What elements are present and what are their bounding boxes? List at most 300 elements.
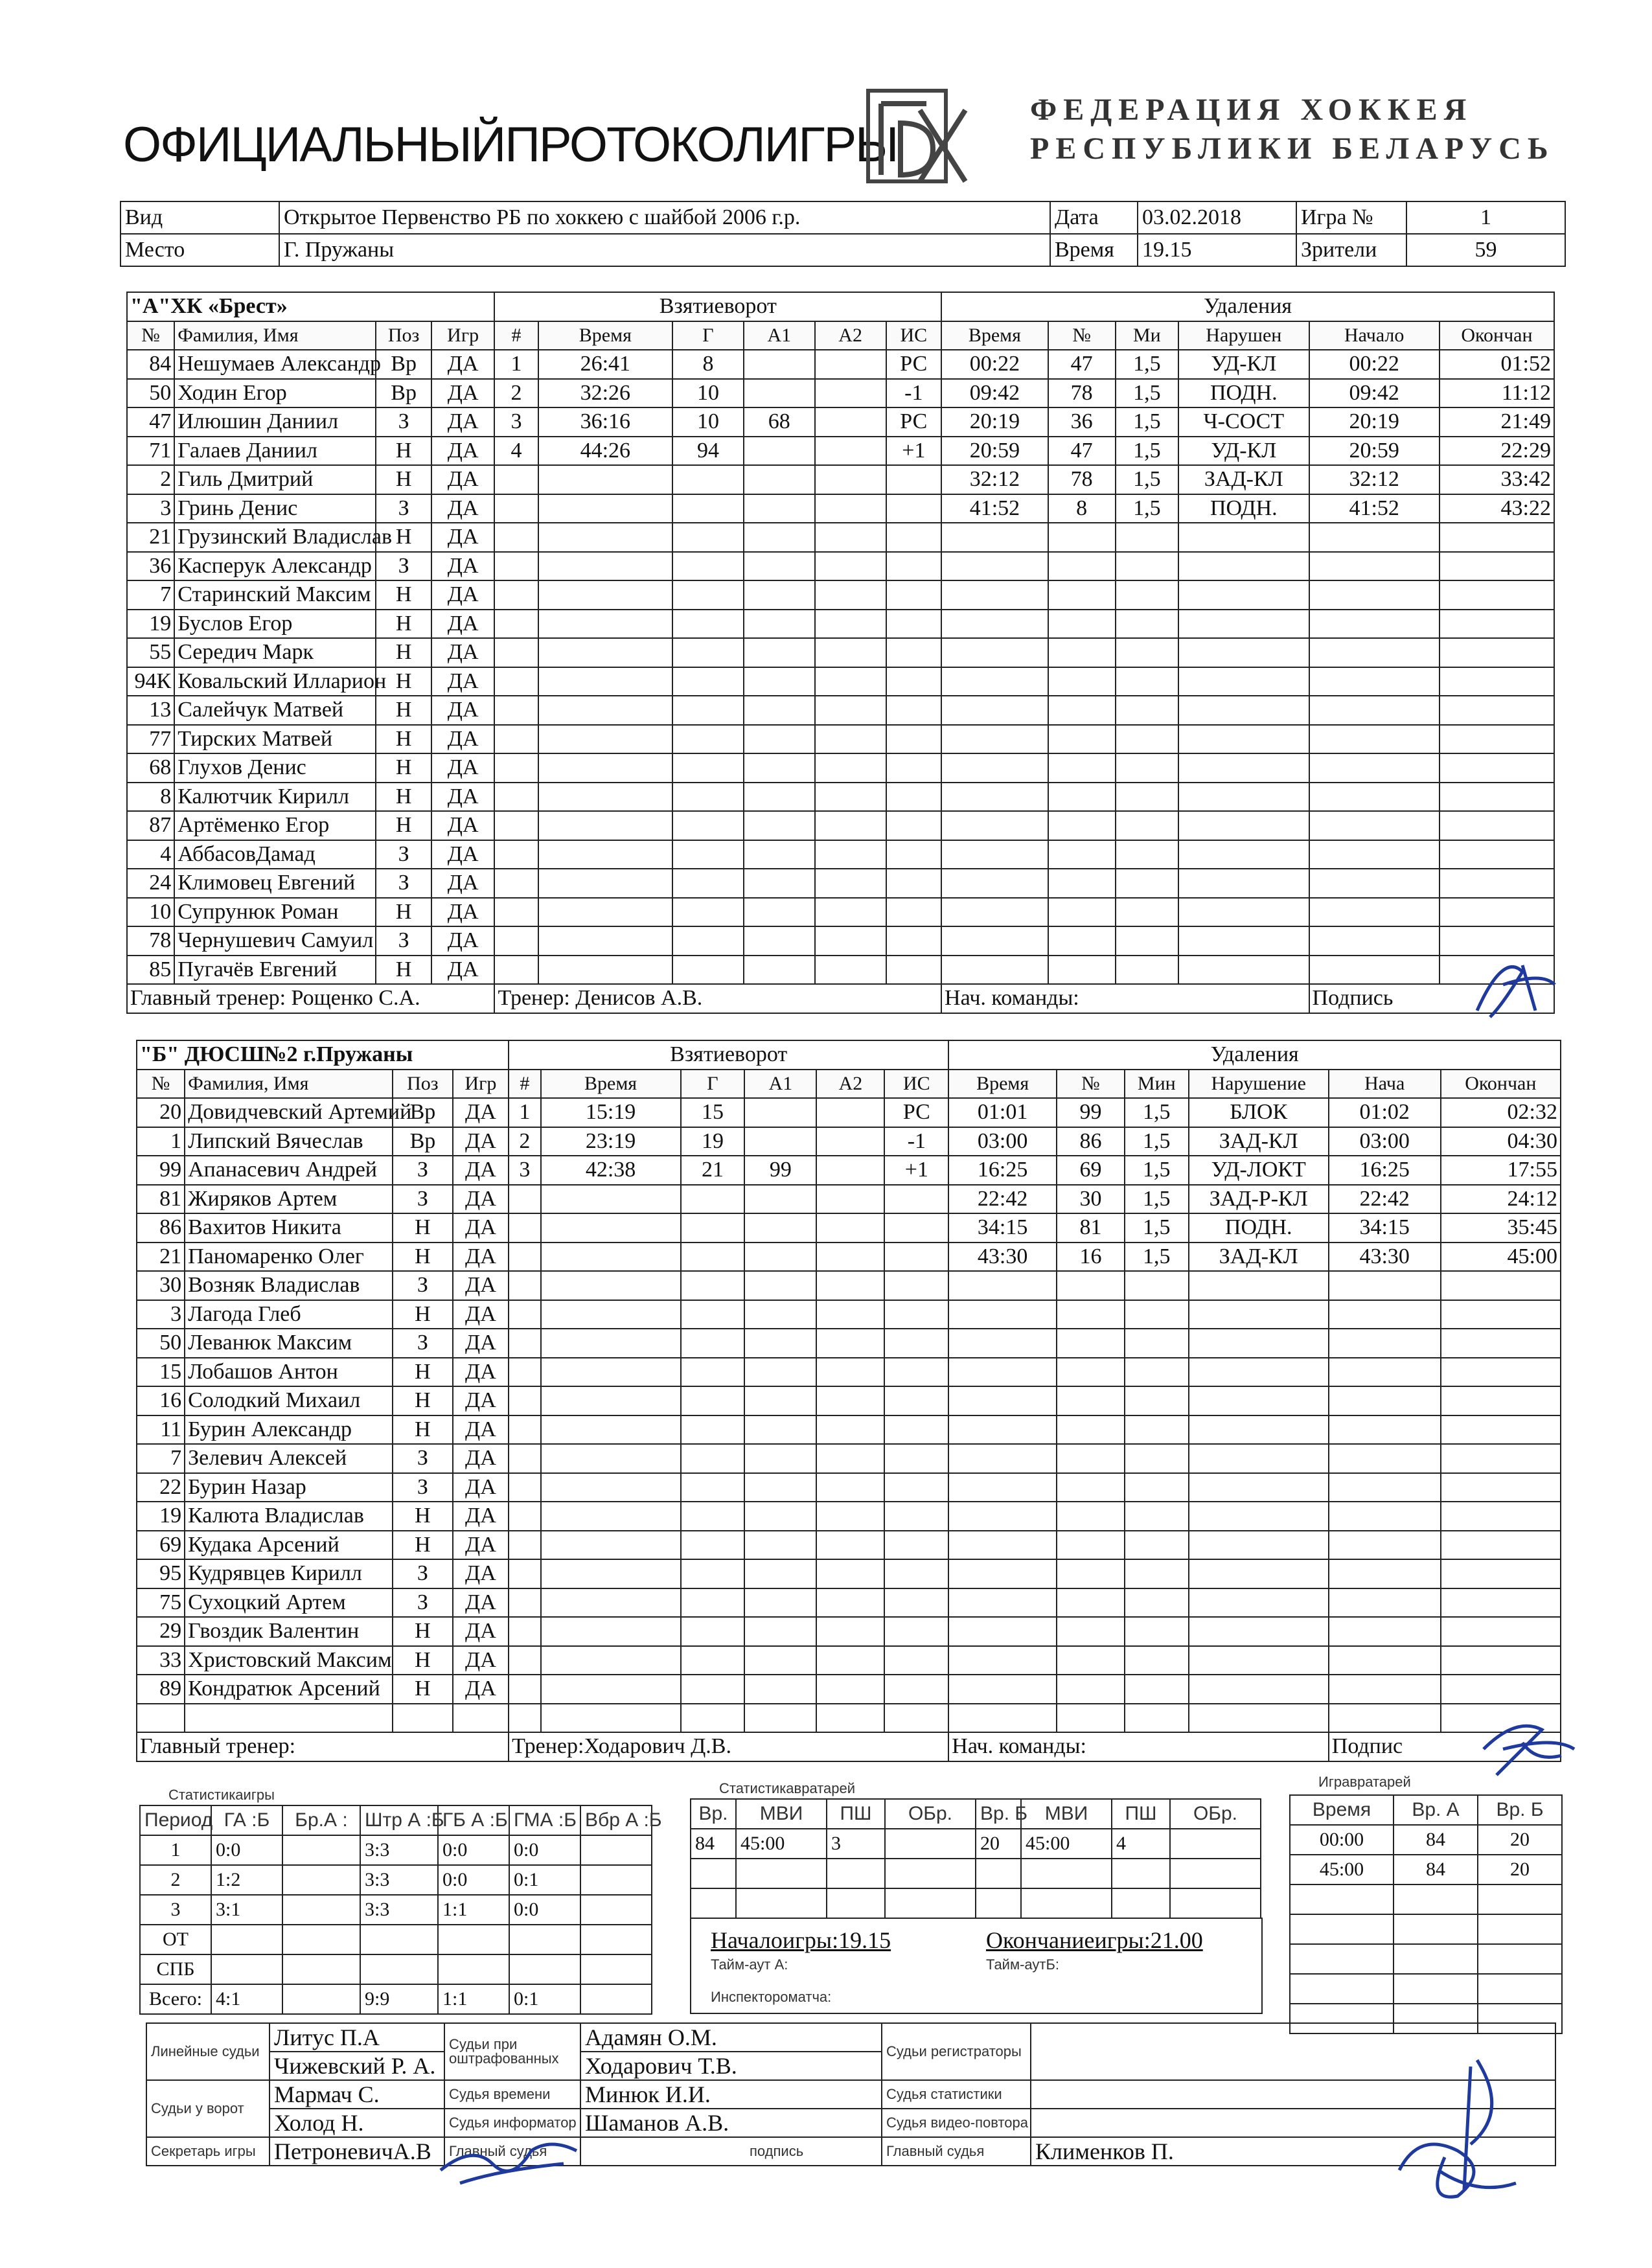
goal-assist-1 bbox=[744, 1617, 816, 1646]
penalty-minutes: 1,5 bbox=[1116, 494, 1179, 523]
penalty-player bbox=[1048, 523, 1116, 552]
penalty-minutes bbox=[1116, 753, 1179, 783]
column-header: Фамилия, Имя bbox=[185, 1070, 393, 1099]
penalty-start bbox=[1309, 696, 1440, 725]
table-row bbox=[127, 753, 1554, 783]
main-judge2-label: Главный судья bbox=[882, 2137, 1031, 2166]
penalty-infraction bbox=[1189, 1559, 1329, 1588]
penalty-time bbox=[941, 811, 1048, 840]
player-position: Н bbox=[376, 667, 431, 696]
penalty-start: 09:42 bbox=[1309, 379, 1440, 408]
player-number: 33 bbox=[137, 1646, 185, 1675]
goal-scorer bbox=[672, 638, 744, 667]
table-row bbox=[1290, 1974, 1562, 2004]
penalty-player: 30 bbox=[1057, 1185, 1125, 1214]
goal-number bbox=[509, 1675, 540, 1704]
goal-assist-2 bbox=[815, 926, 886, 956]
player-plays: ДА bbox=[431, 379, 495, 408]
goal-scorer bbox=[672, 753, 744, 783]
stat-cell bbox=[438, 1925, 509, 1954]
player-position: З bbox=[376, 494, 431, 523]
penalty-start bbox=[1329, 1329, 1441, 1358]
player-plays: ДА bbox=[453, 1646, 509, 1675]
penalty-time: 03:00 bbox=[948, 1127, 1057, 1156]
penalty-time bbox=[948, 1329, 1057, 1358]
penalty-player: 99 bbox=[1057, 1098, 1125, 1127]
column-header: Игр bbox=[453, 1070, 509, 1099]
goal-scorer bbox=[672, 725, 744, 754]
penalty-end bbox=[1441, 1386, 1561, 1415]
player-name: Артёменко Егор bbox=[174, 811, 376, 840]
empty-cell bbox=[1170, 1888, 1261, 1918]
penalty-player: 69 bbox=[1057, 1156, 1125, 1185]
goal-scorer bbox=[672, 465, 744, 494]
penalty-start bbox=[1309, 552, 1440, 581]
goal-situation bbox=[884, 1358, 948, 1387]
goal-time bbox=[538, 811, 672, 840]
penalty-end bbox=[1440, 840, 1554, 869]
table-row bbox=[1290, 1884, 1562, 1914]
player-name bbox=[185, 1704, 393, 1733]
stat-cell bbox=[580, 1984, 652, 2014]
player-name: Ходин Егор bbox=[174, 379, 376, 408]
penalty-time: 43:30 bbox=[948, 1243, 1057, 1272]
goal-scorer bbox=[681, 1531, 745, 1560]
penalty-player bbox=[1048, 725, 1116, 754]
stat-cell: 3:3 bbox=[360, 1895, 438, 1925]
goal-assist-1 bbox=[744, 898, 815, 927]
goal-assist-2 bbox=[815, 407, 886, 437]
stat-cell bbox=[211, 1925, 282, 1954]
stat-cell bbox=[580, 1835, 652, 1865]
goal-assist-2 bbox=[816, 1415, 884, 1445]
player-plays: ДА bbox=[453, 1271, 509, 1300]
penalty-player bbox=[1048, 956, 1116, 985]
goal-scorer bbox=[681, 1646, 745, 1675]
penalty-start: 32:12 bbox=[1309, 465, 1440, 494]
goal-assist-2 bbox=[816, 1213, 884, 1243]
penalty-time bbox=[941, 783, 1048, 812]
goal-time bbox=[538, 523, 672, 552]
penalty-infraction bbox=[1178, 898, 1309, 927]
goalie-play-cell: 84 bbox=[1394, 1825, 1478, 1855]
goal-number bbox=[494, 580, 538, 610]
goal-number bbox=[509, 1502, 540, 1531]
player-number: 29 bbox=[137, 1617, 185, 1646]
goal-number bbox=[509, 1415, 540, 1445]
goal-assist-1 bbox=[744, 1386, 816, 1415]
penalty-player: 36 bbox=[1048, 407, 1116, 437]
goal-assist-2 bbox=[815, 840, 886, 869]
table-row bbox=[127, 725, 1554, 754]
penalty-start: 34:15 bbox=[1329, 1213, 1441, 1243]
penalty-time bbox=[941, 638, 1048, 667]
column-header: А2 bbox=[816, 1070, 884, 1099]
team-b-roster-table bbox=[136, 1040, 1561, 1762]
player-position: Н bbox=[393, 1415, 453, 1445]
goal-number bbox=[494, 494, 538, 523]
player-position: Н bbox=[376, 465, 431, 494]
player-name: Климовец Евгений bbox=[174, 869, 376, 898]
player-name: Апанасевич Андрей bbox=[185, 1156, 393, 1185]
penalty-start bbox=[1329, 1358, 1441, 1387]
table-row bbox=[137, 1098, 1561, 1127]
coach: Тренер:Ходарович Д.В. bbox=[509, 1732, 948, 1761]
penalty-time bbox=[941, 580, 1048, 610]
goal-time bbox=[541, 1358, 681, 1387]
penalty-time bbox=[948, 1675, 1057, 1704]
table-row bbox=[691, 1829, 1261, 1859]
captain-label: Нач. команды: bbox=[941, 984, 1309, 1013]
goal-situation: -1 bbox=[886, 379, 942, 408]
penalty-start bbox=[1329, 1646, 1441, 1675]
goal-assist-2 bbox=[816, 1185, 884, 1214]
penalty-minutes bbox=[1116, 725, 1179, 754]
table-row bbox=[1290, 1914, 1562, 1944]
player-position: З bbox=[393, 1444, 453, 1473]
player-position: Н bbox=[393, 1646, 453, 1675]
goal-time bbox=[541, 1329, 681, 1358]
penalty-time bbox=[941, 840, 1048, 869]
player-position: З bbox=[376, 840, 431, 869]
penalty-player bbox=[1057, 1386, 1125, 1415]
table-row bbox=[127, 638, 1554, 667]
table-row bbox=[127, 350, 1554, 379]
penalty-minutes: 1,5 bbox=[1125, 1185, 1189, 1214]
stat-cell: 9:9 bbox=[360, 1984, 438, 2014]
player-name: Бурин Назар bbox=[185, 1473, 393, 1502]
penalty-time bbox=[941, 956, 1048, 985]
goalie-play-cell bbox=[1394, 1884, 1478, 1914]
penalty-end bbox=[1441, 1588, 1561, 1618]
goal-time bbox=[538, 580, 672, 610]
penalty-time bbox=[941, 725, 1048, 754]
player-plays: ДА bbox=[431, 610, 495, 639]
goal-assist-1 bbox=[744, 1502, 816, 1531]
game-stats-title: Статистикаигры bbox=[168, 1787, 275, 1803]
penalty-time: 20:59 bbox=[941, 437, 1048, 466]
table-row bbox=[127, 898, 1554, 927]
penalty-infraction bbox=[1178, 552, 1309, 581]
player-position: Н bbox=[376, 696, 431, 725]
goal-situation bbox=[886, 898, 942, 927]
goal-assist-1 bbox=[744, 926, 815, 956]
penalty-infraction bbox=[1178, 869, 1309, 898]
penalty-start: 00:22 bbox=[1309, 350, 1440, 379]
signature-b bbox=[1471, 1710, 1587, 1788]
penalty-time bbox=[941, 552, 1048, 581]
goal-scorer: 8 bbox=[672, 350, 744, 379]
penalty-minutes bbox=[1125, 1704, 1189, 1733]
goal-time bbox=[541, 1502, 681, 1531]
federation-line-2: РЕСПУБЛИКИ БЕЛАРУСЬ bbox=[1030, 132, 1555, 166]
goal-number bbox=[494, 465, 538, 494]
penalty-minutes bbox=[1125, 1617, 1189, 1646]
player-number: 3 bbox=[127, 494, 174, 523]
timekeeper-value: Минюк И.И. bbox=[580, 2080, 882, 2109]
goal-assist-2 bbox=[815, 898, 886, 927]
penalty-minutes bbox=[1116, 667, 1179, 696]
empty-cell bbox=[827, 1859, 885, 1888]
column-header: Поз bbox=[393, 1070, 453, 1099]
goal-assist-2 bbox=[815, 437, 886, 466]
team-a-roster-table bbox=[126, 292, 1555, 1014]
player-position: Н bbox=[393, 1243, 453, 1272]
penalty-minutes bbox=[1116, 926, 1179, 956]
empty-cell bbox=[885, 1888, 976, 1918]
goal-time bbox=[541, 1271, 681, 1300]
column-header: ПШ bbox=[827, 1799, 885, 1829]
goal-time bbox=[538, 667, 672, 696]
goal-situation bbox=[884, 1646, 948, 1675]
goal-assist-2 bbox=[816, 1329, 884, 1358]
penalty-minutes bbox=[1125, 1415, 1189, 1445]
goalie-stat-cell: 45:00 bbox=[736, 1829, 827, 1859]
penalty-time bbox=[948, 1588, 1057, 1618]
goal-assist-1 bbox=[744, 638, 815, 667]
player-position: Н bbox=[393, 1675, 453, 1704]
period-label: Всего: bbox=[140, 1984, 211, 2014]
penalty-player bbox=[1048, 610, 1116, 639]
table-row bbox=[137, 1444, 1561, 1473]
goal-scorer bbox=[681, 1617, 745, 1646]
penalty-time bbox=[948, 1646, 1057, 1675]
goalie-play-cell bbox=[1478, 1974, 1562, 2004]
goal-situation bbox=[884, 1531, 948, 1560]
goal-situation bbox=[886, 465, 942, 494]
goal-time bbox=[541, 1386, 681, 1415]
goal-assist-1 bbox=[744, 350, 815, 379]
goal-number bbox=[494, 696, 538, 725]
column-header: № bbox=[137, 1070, 185, 1099]
player-position: Н bbox=[376, 610, 431, 639]
penalty-player bbox=[1057, 1588, 1125, 1618]
goal-assist-1 bbox=[744, 840, 815, 869]
stat-cell: 0:1 bbox=[509, 1984, 580, 2014]
goal-situation: РС bbox=[886, 407, 942, 437]
player-name: Паномаренко Олег bbox=[185, 1243, 393, 1272]
stat-cell: 0:0 bbox=[438, 1865, 509, 1895]
goal-number bbox=[494, 753, 538, 783]
goalie-play-cell bbox=[1290, 1944, 1394, 1974]
goal-situation bbox=[886, 811, 942, 840]
column-header: № bbox=[127, 321, 174, 350]
game-start: Началоигры:19.15 bbox=[711, 1927, 891, 1953]
column-header: ПШ bbox=[1112, 1799, 1170, 1829]
goal-scorer bbox=[672, 552, 744, 581]
penalties-title: Удаления bbox=[948, 1040, 1561, 1070]
goal-situation bbox=[884, 1329, 948, 1358]
goal-assist-2 bbox=[815, 869, 886, 898]
penalty-infraction bbox=[1178, 725, 1309, 754]
penalty-end bbox=[1441, 1444, 1561, 1473]
table-row bbox=[137, 1473, 1561, 1502]
goal-number bbox=[509, 1444, 540, 1473]
penalty-end bbox=[1441, 1358, 1561, 1387]
info-judge-value: Шаманов А.В. bbox=[580, 2109, 882, 2137]
team-name: "Б" ДЮСШ№2 г.Пружаны bbox=[137, 1040, 509, 1070]
penalty-time: 16:25 bbox=[948, 1156, 1057, 1185]
column-header: # bbox=[494, 321, 538, 350]
goal-assist-1 bbox=[744, 1675, 816, 1704]
penalty-minutes bbox=[1116, 783, 1179, 812]
penalty-minutes bbox=[1116, 869, 1179, 898]
penalty-end bbox=[1441, 1473, 1561, 1502]
player-name: АббасовДамад bbox=[174, 840, 376, 869]
stat-cell bbox=[580, 1865, 652, 1895]
goal-situation bbox=[886, 753, 942, 783]
penalty-minutes: 1,5 bbox=[1125, 1156, 1189, 1185]
table-row bbox=[137, 1617, 1561, 1646]
empty-cell bbox=[1170, 1859, 1261, 1888]
stat-cell bbox=[580, 1954, 652, 1984]
column-header: ГМА :Б bbox=[509, 1805, 580, 1835]
stat-cell bbox=[282, 1865, 360, 1895]
penalty-player bbox=[1057, 1531, 1125, 1560]
goal-assist-2 bbox=[816, 1646, 884, 1675]
column-header: Штр А :Б bbox=[360, 1805, 438, 1835]
period-label: ОТ bbox=[140, 1925, 211, 1954]
penalty-end bbox=[1440, 725, 1554, 754]
penalty-end bbox=[1440, 869, 1554, 898]
goal-time: 15:19 bbox=[541, 1098, 681, 1127]
goal-time: 44:26 bbox=[538, 437, 672, 466]
penalty-time bbox=[948, 1617, 1057, 1646]
goal-scorer: 10 bbox=[672, 379, 744, 408]
player-plays: ДА bbox=[431, 494, 495, 523]
player-position bbox=[393, 1704, 453, 1733]
penalty-time bbox=[948, 1704, 1057, 1733]
penalty-end: 01:52 bbox=[1440, 350, 1554, 379]
goal-time bbox=[541, 1185, 681, 1214]
player-name: Солодкий Михаил bbox=[185, 1386, 393, 1415]
player-position: Н bbox=[393, 1531, 453, 1560]
penalty-start bbox=[1309, 840, 1440, 869]
player-position: Н bbox=[393, 1386, 453, 1415]
penalty-player bbox=[1048, 552, 1116, 581]
time-value: 19.15 bbox=[1138, 234, 1296, 266]
goal-number bbox=[509, 1243, 540, 1272]
player-position: Н bbox=[393, 1358, 453, 1387]
federation-name bbox=[1030, 91, 1555, 168]
column-header: Вр. А bbox=[1394, 1795, 1478, 1825]
player-plays bbox=[453, 1704, 509, 1733]
penalty-time bbox=[948, 1502, 1057, 1531]
table-row bbox=[140, 1954, 652, 1984]
goal-situation: РС bbox=[884, 1098, 948, 1127]
table-row bbox=[137, 1358, 1561, 1387]
table-row bbox=[127, 926, 1554, 956]
goal-assist-2 bbox=[815, 350, 886, 379]
penalty-minutes bbox=[1125, 1329, 1189, 1358]
goal-scorer bbox=[672, 610, 744, 639]
column-header: ОБр. bbox=[885, 1799, 976, 1829]
penalty-minutes bbox=[1125, 1675, 1189, 1704]
penalty-infraction: УД-КЛ bbox=[1178, 437, 1309, 466]
goal-number bbox=[509, 1559, 540, 1588]
player-plays: ДА bbox=[431, 869, 495, 898]
player-position: Вр bbox=[376, 350, 431, 379]
goal-assist-2 bbox=[815, 667, 886, 696]
player-number: 8 bbox=[127, 783, 174, 812]
period-label: 3 bbox=[140, 1895, 211, 1925]
linesman-1: Литус П.А bbox=[270, 2023, 444, 2052]
goal-time bbox=[538, 465, 672, 494]
stat-cell bbox=[282, 1984, 360, 2014]
player-plays: ДА bbox=[453, 1300, 509, 1329]
penalty-end bbox=[1440, 610, 1554, 639]
goal-situation bbox=[884, 1617, 948, 1646]
column-header: Вр. bbox=[691, 1799, 736, 1829]
goalie-play-cell: 84 bbox=[1394, 1855, 1478, 1884]
column-header: Время bbox=[538, 321, 672, 350]
penalty-start bbox=[1329, 1386, 1441, 1415]
goalie-play-cell bbox=[1478, 1944, 1562, 1974]
player-name: Кондратюк Арсений bbox=[185, 1675, 393, 1704]
player-name: Зелевич Алексей bbox=[185, 1444, 393, 1473]
vid-value: Открытое Первенство РБ по хоккею с шайбой 2006 г.р. bbox=[279, 201, 1050, 234]
table-row bbox=[137, 1386, 1561, 1415]
column-header: МВИ bbox=[1021, 1799, 1112, 1829]
player-position: Н bbox=[376, 523, 431, 552]
penalty-end: 24:12 bbox=[1441, 1185, 1561, 1214]
player-name: Супрунюк Роман bbox=[174, 898, 376, 927]
penalty-infraction bbox=[1189, 1271, 1329, 1300]
empty-cell bbox=[736, 1888, 827, 1918]
player-plays: ДА bbox=[431, 725, 495, 754]
goalie-play-cell: 00:00 bbox=[1290, 1825, 1394, 1855]
player-name: Тирских Матвей bbox=[174, 725, 376, 754]
player-number: 11 bbox=[137, 1415, 185, 1445]
penalty-time bbox=[948, 1415, 1057, 1445]
player-plays: ДА bbox=[431, 523, 495, 552]
table-row bbox=[137, 1531, 1561, 1560]
player-number: 24 bbox=[127, 869, 174, 898]
goal-assist-1 bbox=[744, 1271, 816, 1300]
table-row bbox=[127, 811, 1554, 840]
empty-cell bbox=[885, 1859, 976, 1888]
goal-assist-1 bbox=[744, 956, 815, 985]
player-position: З bbox=[393, 1473, 453, 1502]
goal-number bbox=[509, 1386, 540, 1415]
goal-situation bbox=[884, 1473, 948, 1502]
penalty-minutes: 1,5 bbox=[1125, 1213, 1189, 1243]
goal-scorer bbox=[672, 494, 744, 523]
goal-assist-2 bbox=[815, 811, 886, 840]
penalty-start bbox=[1329, 1271, 1441, 1300]
penalty-infraction: ПОДН. bbox=[1189, 1213, 1329, 1243]
vid-label: Вид bbox=[120, 201, 279, 234]
penalty-player: 78 bbox=[1048, 379, 1116, 408]
player-number: 55 bbox=[127, 638, 174, 667]
goal-assist-2 bbox=[816, 1473, 884, 1502]
player-plays: ДА bbox=[431, 783, 495, 812]
goal-situation bbox=[886, 610, 942, 639]
stat-cell bbox=[282, 1835, 360, 1865]
goal-judges-label: Судьи у ворот bbox=[146, 2080, 270, 2137]
penalty-player bbox=[1048, 753, 1116, 783]
goal-assist-2 bbox=[816, 1098, 884, 1127]
player-position: З bbox=[376, 926, 431, 956]
goal-assist-2 bbox=[816, 1531, 884, 1560]
penalty-end bbox=[1440, 638, 1554, 667]
penalty-player: 47 bbox=[1048, 437, 1116, 466]
goalie-play-cell bbox=[1290, 1884, 1394, 1914]
penalty-player bbox=[1048, 638, 1116, 667]
goal-assist-1 bbox=[744, 1185, 816, 1214]
column-header: Поз bbox=[376, 321, 431, 350]
penalty-end: 02:32 bbox=[1441, 1098, 1561, 1127]
